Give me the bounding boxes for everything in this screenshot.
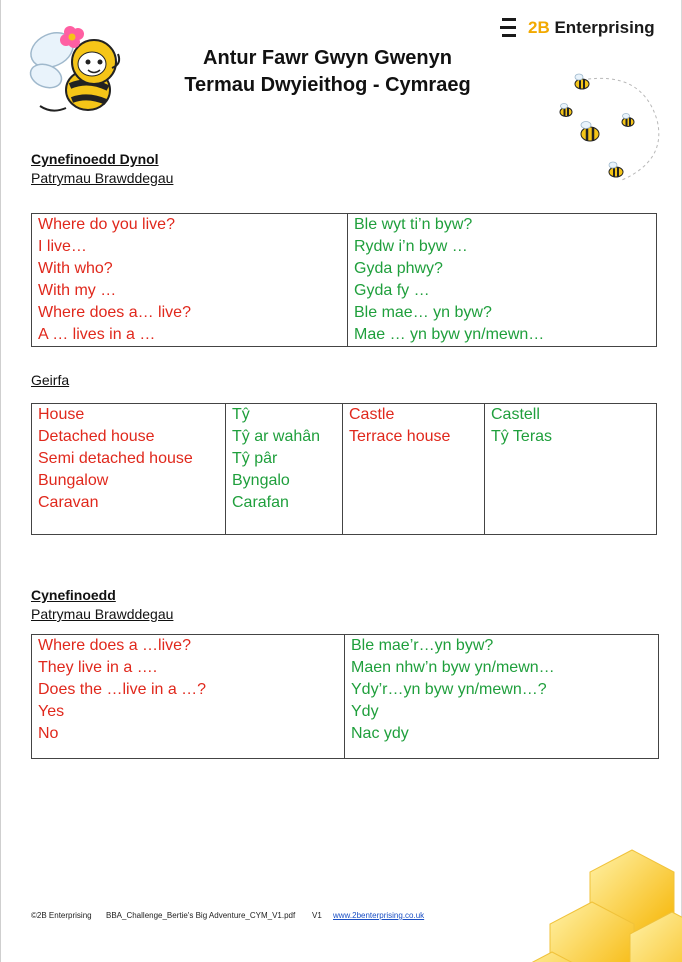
section3-subheading: Patrymau Brawddegau bbox=[31, 606, 174, 622]
phrase-welsh: Mae … yn byw yn/mewn… bbox=[354, 326, 545, 343]
phrase-english: Where does a… live? bbox=[38, 304, 191, 321]
section1-subheading: Patrymau Brawddegau bbox=[31, 170, 174, 186]
section3-english-cell bbox=[32, 635, 345, 759]
section1-english-cell bbox=[32, 214, 348, 347]
section1-welsh-cell bbox=[348, 214, 657, 347]
vocab-welsh: Byngalo bbox=[232, 472, 290, 489]
phrase-english: Where do you live? bbox=[38, 216, 175, 233]
phrase-english: With my … bbox=[38, 282, 117, 299]
section3-heading: Cynefinoedd bbox=[31, 587, 116, 603]
phrase-welsh: Ble mae’r…yn byw? bbox=[351, 637, 494, 654]
vocab-welsh-col4 bbox=[485, 404, 657, 535]
footer-filename: BBA_Challenge_Bertie's Big Adventure_CYM_V1.pdf bbox=[106, 911, 296, 920]
section3-welsh-cell bbox=[345, 635, 659, 759]
vocab-welsh: Carafan bbox=[232, 494, 289, 511]
page-subtitle: Termau Dwyieithog - Cymraeg bbox=[184, 74, 471, 96]
phrase-welsh: Ydy’r…yn byw yn/mewn…? bbox=[351, 681, 547, 698]
brand-bars-icon bbox=[500, 14, 526, 42]
vocab-english: Bungalow bbox=[38, 472, 109, 489]
phrase-english: With who? bbox=[38, 260, 113, 277]
vocab-english-col3 bbox=[343, 404, 485, 535]
vocabulary-table bbox=[31, 403, 657, 535]
vocab-english: Detached house bbox=[38, 428, 155, 445]
vocab-english: House bbox=[38, 406, 85, 423]
vocab-english: Castle bbox=[349, 406, 395, 423]
section1-phrase-table bbox=[31, 213, 657, 347]
phrase-welsh: Ble mae… yn byw? bbox=[354, 304, 492, 321]
footer-website-link[interactable]: www.2benterprising.co.uk bbox=[333, 911, 425, 920]
phrase-welsh: Rydw i’n byw … bbox=[354, 238, 468, 255]
section1-heading: Cynefinoedd Dynol bbox=[31, 151, 159, 167]
phrase-english: No bbox=[38, 725, 59, 742]
phrase-welsh: Maen nhw’n byw yn/mewn… bbox=[351, 659, 555, 676]
vocab-english: Terrace house bbox=[349, 428, 451, 445]
phrase-english: They live in a …. bbox=[38, 659, 158, 676]
brand-logo bbox=[500, 14, 655, 42]
phrase-welsh: Ble wyt ti’n byw? bbox=[354, 216, 473, 233]
vocab-welsh: Tŷ bbox=[232, 406, 250, 423]
vocab-english: Semi detached house bbox=[38, 450, 193, 467]
phrase-english: I live… bbox=[38, 238, 87, 255]
page-title: Antur Fawr Gwyn Gwenyn bbox=[203, 47, 452, 69]
brand-prefix: 2B bbox=[528, 18, 550, 37]
brand-name bbox=[528, 18, 655, 38]
footer-copyright: ©2B Enterprising bbox=[31, 911, 92, 920]
vocab-welsh-col2 bbox=[226, 404, 343, 535]
vocab-welsh: Tŷ Teras bbox=[491, 428, 553, 445]
phrase-welsh: Nac ydy bbox=[351, 725, 409, 742]
flying-bees-icon bbox=[552, 70, 672, 188]
section3-phrase-table bbox=[31, 634, 659, 759]
phrase-welsh: Gyda phwy? bbox=[354, 260, 443, 277]
phrase-english: A … lives in a … bbox=[38, 326, 156, 343]
phrase-english: Where does a …live? bbox=[38, 637, 191, 654]
honeycomb-icon bbox=[512, 842, 682, 962]
page-left-edge bbox=[0, 0, 1, 962]
section2-heading: Geirfa bbox=[31, 372, 70, 388]
vocab-welsh: Tŷ ar wahân bbox=[232, 428, 321, 445]
brand-suffix: Enterprising bbox=[549, 18, 655, 37]
phrase-english: Yes bbox=[38, 703, 65, 720]
phrase-welsh: Gyda fy … bbox=[354, 282, 430, 299]
vocab-welsh: Tŷ pâr bbox=[232, 450, 278, 467]
vocab-english-col1 bbox=[32, 404, 226, 535]
vocab-welsh: Castell bbox=[491, 406, 540, 423]
vocab-english: Caravan bbox=[38, 494, 99, 511]
footer-version: V1 bbox=[312, 911, 322, 920]
phrase-welsh: Ydy bbox=[351, 703, 379, 720]
phrase-english: Does the …live in a …? bbox=[38, 681, 207, 698]
